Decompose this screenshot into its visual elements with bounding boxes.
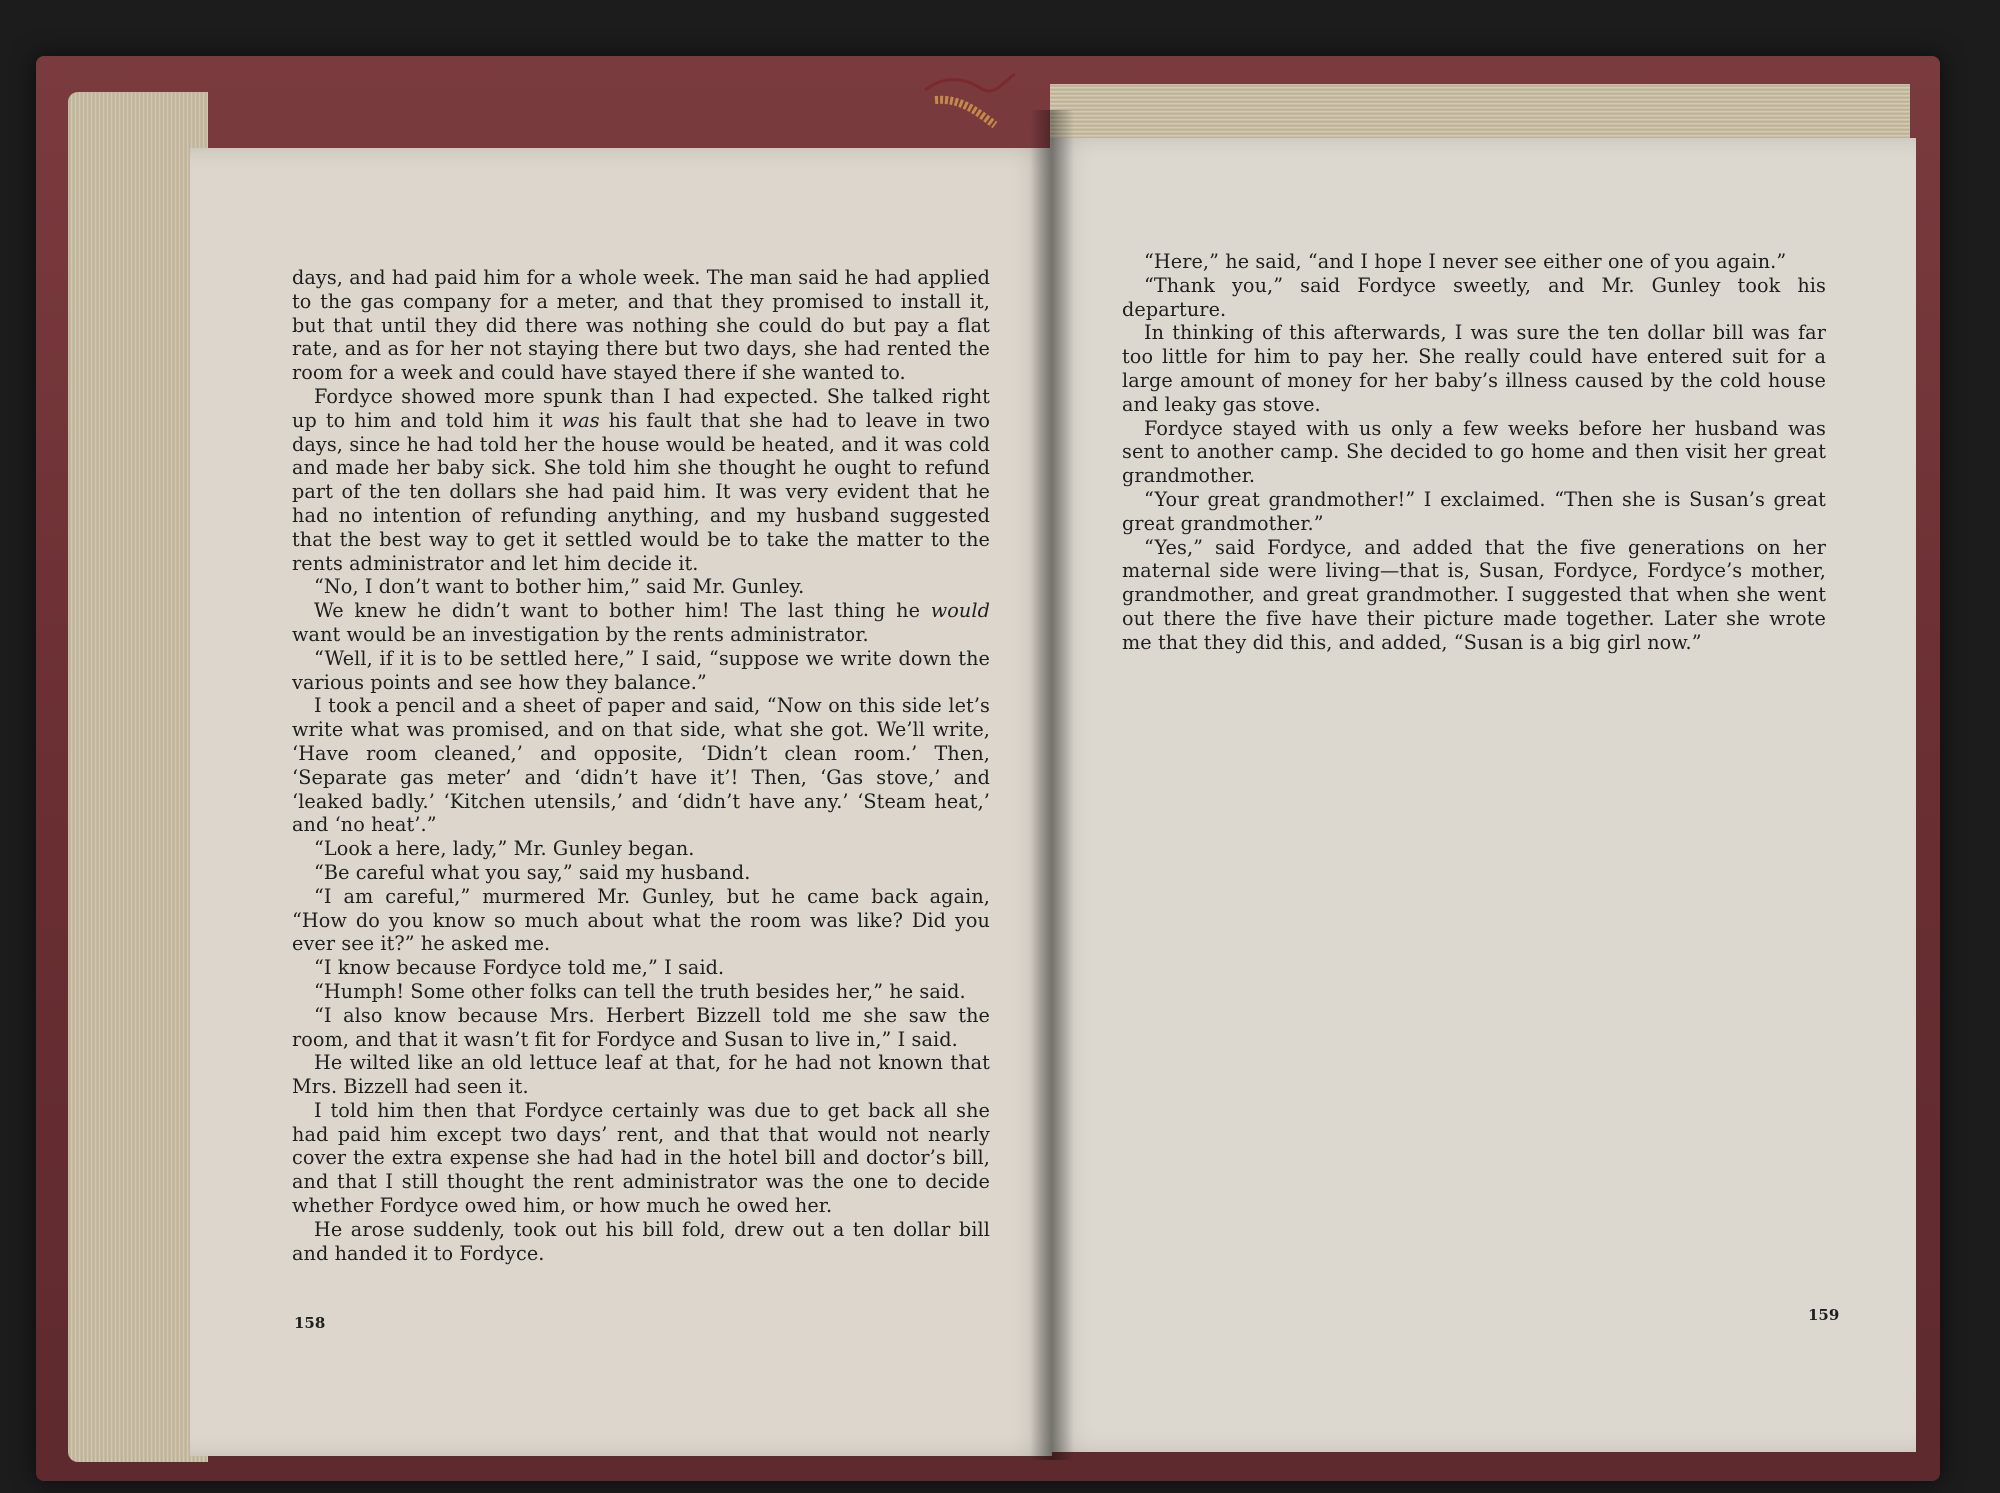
right-page [1050, 138, 1916, 1452]
page-number: 159 [1808, 1306, 1840, 1324]
paragraph: “Look a here, lady,” Mr. Gunley began. [314, 837, 695, 861]
paragraph: “I know because Fordyce told me,” I said. [314, 956, 725, 980]
paragraph: We knew he didn’t want to bother him! The last thing he would want would be an investigation by the rents administrator. [292, 599, 990, 646]
paragraph: I took a pencil and a sheet of paper and said, “Now on this side let’s write what was promised, and on that side, what she got. We’ll write, ‘Have room cleaned,’ and opposite, ‘Didn’t clean room.’ Then, ‘Separate gas meter’ and ‘didn’t have it’! Then, ‘Gas stove,’ and ‘leaked badly.’ ‘Kitchen utensils,’ and ‘didn’t have any.’ ‘Steam heat,’ and ‘no heat’.” [292, 694, 990, 837]
paragraph: “Thank you,” said Fordyce sweetly, and Mr. Gunley took his departure. [1122, 273, 1826, 321]
left-page [190, 148, 1052, 1456]
page-number: 158 [294, 1314, 326, 1332]
paragraph: In thinking of this afterwards, I was sure the ten dollar bill was far too little for him to pay her. She really could have entered suit for a large amount of money for her baby’s illness caused by the cold house and leaky gas stove. [1122, 321, 1826, 416]
paragraph: “I also know because Mrs. Herbert Bizzell told me she saw the room, and that it wasn’t fit for Fordyce and Susan to live in,” I said. [292, 1003, 990, 1051]
right-page-text [1122, 250, 1826, 655]
paragraph: “Yes,” said Fordyce, and added that the five generations on her maternal side were living—that is, Susan, Fordyce, Fordyce’s mother, grandmother, and great grandmother. I suggested that when she went out there the five have their picture made together. Later she wrote me that they did this, and added, “Susan is a big girl now.” [1122, 535, 1826, 654]
paragraph: Fordyce showed more spunk than I had expected. She talked right up to him and told him it was his fault that she had to leave in two days, since he had told her the house would be heated, and it was cold and made her baby sick. She told him she thought he ought to refund part of the ten dollars she had paid him. It was very evident that he had no intention of refunding anything, and my husband suggested that the best way to get it settled would be to take the matter to the rents administrator and let him decide it. [292, 384, 990, 575]
paragraph: He arose suddenly, took out his bill fold, drew out a ten dollar bill and handed it to Fordyce. [292, 1217, 990, 1265]
paragraph: Fordyce stayed with us only a few weeks before her husband was sent to another camp. She decided to go home and then visit her great grandmother. [1122, 416, 1826, 488]
paragraph: “Your great grandmother!” I exclaimed. “Then she is Susan’s great great grandmother.” [1122, 487, 1826, 535]
book-gutter [1030, 110, 1074, 1460]
left-page-text [292, 266, 990, 1265]
paragraph: “No, I don’t want to bother him,” said Mr. Gunley. [314, 575, 805, 599]
paragraph: “I am careful,” murmered Mr. Gunley, but he came back again, “How do you know so much about what the room was like? Did you ever see it?” he asked me. [292, 884, 990, 956]
paragraph: “Humph! Some other folks can tell the truth besides her,” he said. [314, 979, 966, 1003]
paragraph: “Well, if it is to be settled here,” I said, “suppose we write down the various points and see how they balance.” [292, 646, 990, 694]
paragraph: “Here,” he said, “and I hope I never see either one of you again.” [1144, 250, 1787, 273]
paragraph: I told him then that Fordyce certainly was due to get back all she had paid him except two days’ rent, and that that would not nearly cover the extra expense she had had in the hotel bill and doctor’s bill, and that I still thought the rent administrator was the one to decide whether Fordyce owed him, or how much he owed her. [292, 1098, 990, 1218]
paragraph: days, and had paid him for a whole week. The man said he had applied to the gas company for a meter, and that they promised to install it, but that until they did there was nothing she could do but pay a flat rate, and as for her not staying there but two days, she had rented the room for a week and could have stayed there if she wanted to. [292, 266, 990, 385]
paragraph: He wilted like an old lettuce leaf at that, for he had not known that Mrs. Bizzell had seen it. [292, 1051, 990, 1099]
page-edges-left [68, 92, 208, 1462]
page-edges-top [1050, 84, 1910, 144]
paragraph: “Be careful what you say,” said my husband. [314, 860, 751, 884]
